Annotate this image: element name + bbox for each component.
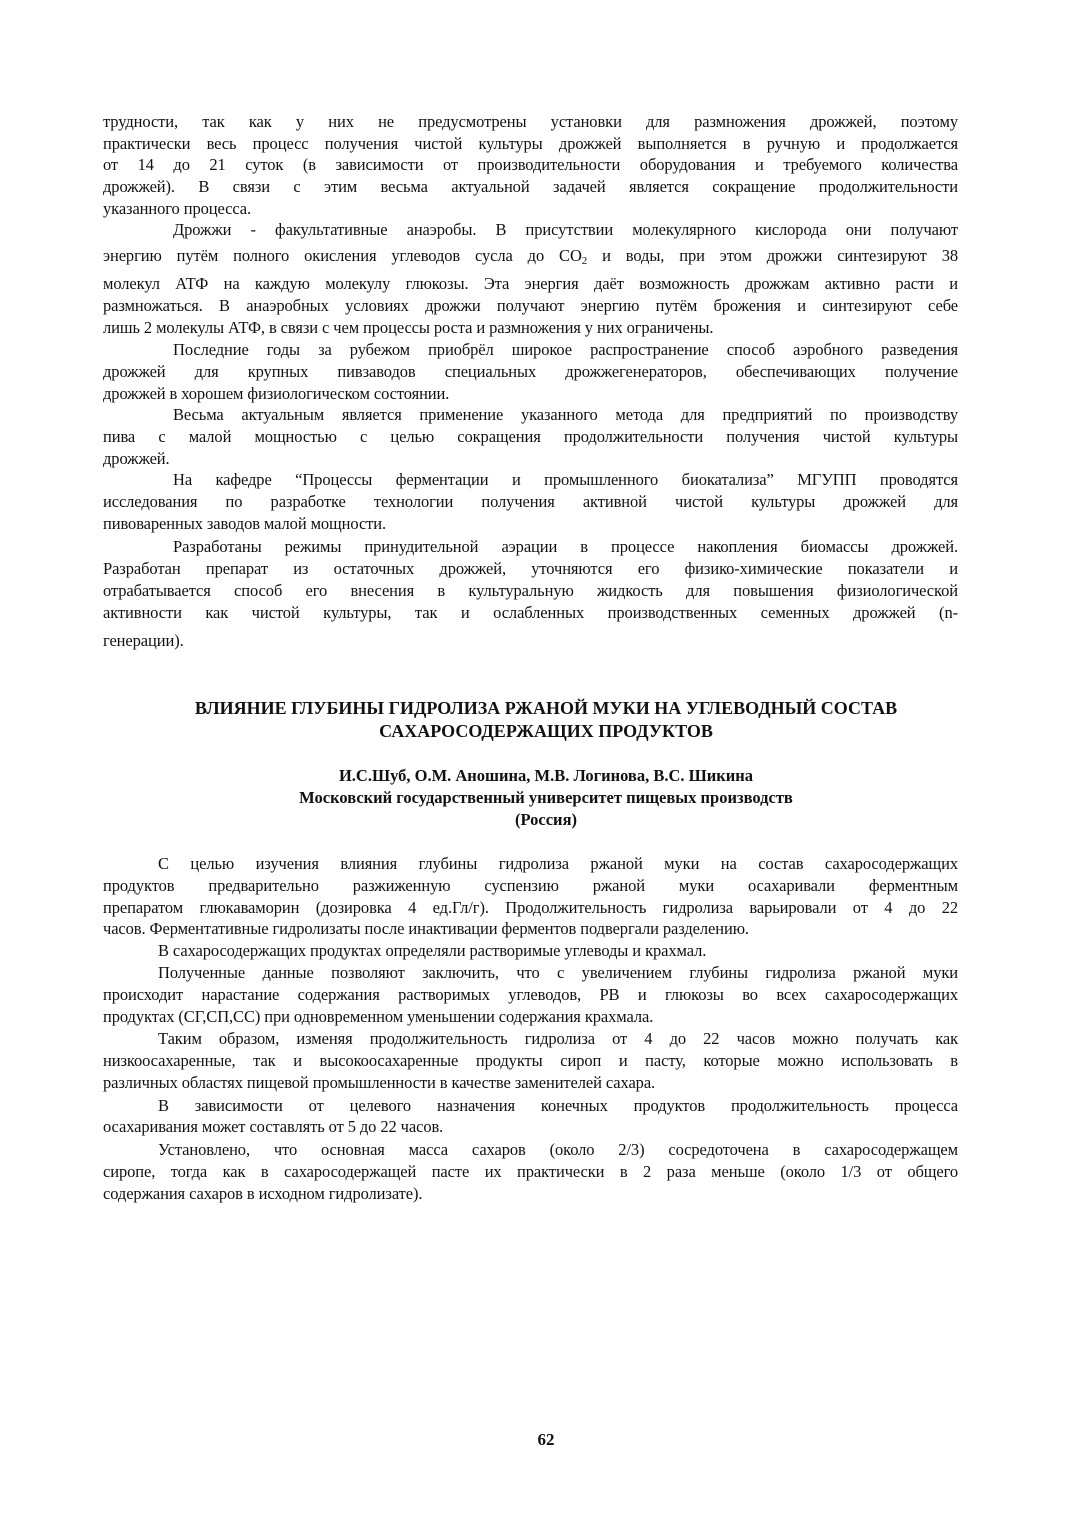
text-line: генерации). <box>103 631 184 650</box>
text-line: осахаривания может составлять от 5 до 22 часов. <box>103 1117 444 1136</box>
text-line: трудности, так как у них не предусмотрены установки для размножения дрожжей, поэтому <box>103 112 958 131</box>
text-line: В зависимости от целевого назначения конечных продуктов продолжительность процесса <box>158 1096 958 1115</box>
text-line: активности как чистой культуры, так и ослабленных производственных семенных дрожжей (n- <box>103 603 958 622</box>
text-line: низкоосахаренные, так и высокоосахаренные продукты сироп и пасту, которые можно использовать в <box>103 1051 958 1070</box>
text-line: В сахаросодержащих продуктах определяли растворимые углеводы и крахмал. <box>158 941 707 960</box>
article-affiliation: Московский государственный университет пищевых производств <box>299 788 793 807</box>
text-line: Разработан препарат из остаточных дрожжей, уточняются его физико-химические показатели и <box>103 559 958 578</box>
text-line: дрожжей). В связи с этим весьма актуальной задачей является сокращение продолжительности <box>103 177 958 196</box>
text-line: Таким образом, изменяя продолжительность гидролиза от 4 до 22 часов можно получать как <box>158 1029 958 1048</box>
text-line: дрожжей. <box>103 449 170 468</box>
text-line: Дрожжи - факультативные анаэробы. В присутствии молекулярного кислорода они получают <box>173 220 958 239</box>
text-line: происходит нарастание содержания растворимых углеводов, РВ и глюкозы во всех сахаросодержащих <box>103 985 958 1004</box>
text-line-co2 <box>103 245 958 267</box>
text-line: С целью изучения влияния глубины гидролиза ржаной муки на состав сахаросодержащих <box>158 854 958 873</box>
text-line: пива с малой мощностью с целью сокращения продолжительности получения чистой культуры <box>103 427 958 446</box>
text-line: лишь 2 молекулы АТФ, в связи с чем процессы роста и размножения у них ограничены. <box>103 318 714 337</box>
text-line: пивоваренных заводов малой мощности. <box>103 514 387 533</box>
text-line: дрожжей для крупных пивзаводов специальных дрожжегенераторов, обеспечивающих получение <box>103 362 958 381</box>
text-line: размножаться. В анаэробных условиях дрожжи получают энергию путём брожения и синтезируют себе <box>103 296 958 315</box>
text-line: указанного процесса. <box>103 199 252 218</box>
text-line: различных областях пищевой промышленности в качестве заменителей сахара. <box>103 1073 656 1092</box>
text-line: дрожжей в хорошем физиологическом состоянии. <box>103 384 450 403</box>
text-line: Разработаны режимы принудительной аэрации в процессе накопления биомассы дрожжей. <box>173 537 958 556</box>
text-line: продуктах (СГ,СП,СС) при одновременном уменьшении содержания крахмала. <box>103 1007 654 1026</box>
page-number: 62 <box>537 1430 555 1449</box>
article-title: ВЛИЯНИЕ ГЛУБИНЫ ГИДРОЛИЗА РЖАНОЙ МУКИ НА УГЛЕВОДНЫЙ СОСТАВ <box>194 698 898 718</box>
text-line: Весьма актуальным является применение указанного метода для предприятий по производству <box>173 405 958 424</box>
text-line: Последние годы за рубежом приобрёл широкое распространение способ аэробного разведения <box>173 340 958 359</box>
subscript: 2 <box>581 255 588 267</box>
text-line: Установлено, что основная масса сахаров (около 2/3) сосредоточена в сахаросодержащем <box>158 1140 958 1159</box>
text-line: часов. Ферментативные гидролизаты после инактивации ферментов подвергали разделению. <box>103 919 749 938</box>
text-line: содержания сахаров в исходном гидролизате). <box>103 1184 423 1203</box>
text-line: отрабатывается способ его внесения в культуральную жидкость для повышения физиологической <box>103 581 958 600</box>
text-line: исследования по разработке технологии получения активной чистой культуры дрожжей для <box>103 492 958 511</box>
text-fragment: энергию путём полного окисления углеводов сусла до CO <box>103 246 582 265</box>
article-country: (Россия) <box>515 810 577 829</box>
text-line: сиропе, тогда как в сахаросодержащей пасте их практически в 2 раза меньше (около 1/3 от общего <box>103 1162 958 1181</box>
text-line: На кафедре “Процессы ферментации и промышленного биокатализа” МГУПП проводятся <box>173 470 958 489</box>
text-line: препаратом глюкаваморин (дозировка 4 ед.Гл/г). Продолжительность гидролиза варьировали от 4 до 22 <box>103 898 958 917</box>
text-line: молекул АТФ на каждую молекулу глюкозы. Эта энергия даёт возможность дрожжам активно расти и <box>103 274 958 293</box>
text-line: от 14 до 21 суток (в зависимости от производительности оборудования и требуемого количества <box>103 155 958 174</box>
text-fragment: и воды, при этом дрожжи синтезируют 38 <box>587 246 958 265</box>
text-line: Полученные данные позволяют заключить, что с увеличением глубины гидролиза ржаной муки <box>158 963 958 982</box>
article-title: САХАРОСОДЕРЖАЩИХ ПРОДУКТОВ <box>379 721 713 741</box>
article-authors: И.С.Шуб, О.М. Аношина, М.В. Логинова, В.С. Шикина <box>338 766 754 785</box>
text-line: продуктов предварительно разжиженную суспензию ржаной муки осахаривали ферментным <box>103 876 958 895</box>
text-line: практически весь процесс получения чистой культуры дрожжей выполняется в ручную и продолжается <box>103 134 958 153</box>
